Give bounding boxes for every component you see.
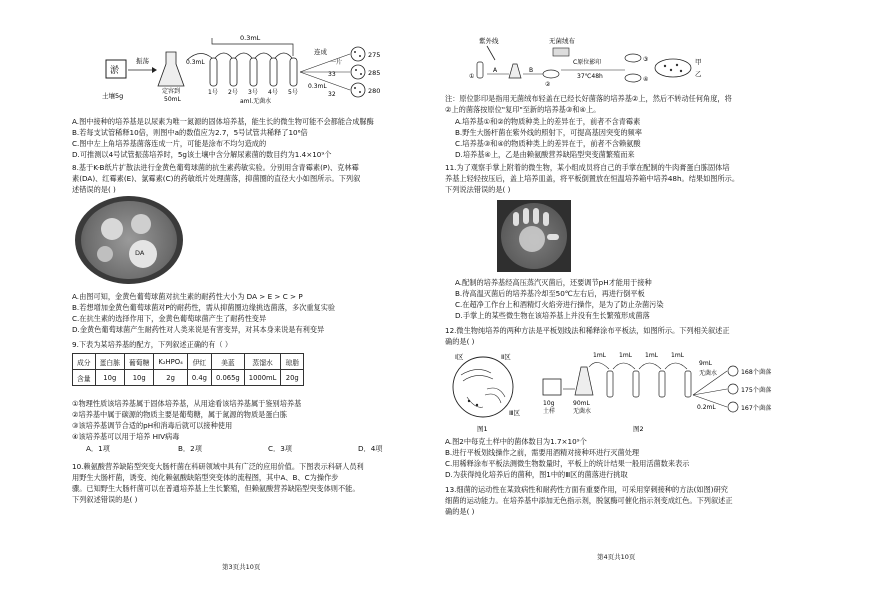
table-cell: 1000mL: [244, 370, 281, 386]
plate-count-285: 285: [368, 69, 381, 77]
plate-3: [351, 83, 365, 97]
table-cell: 20g: [281, 370, 304, 386]
plate-4-icon: [625, 74, 641, 82]
q7-option-b: B.若每支试管稀释10倍，则图中a的数值应为2.7，5号试管共稀释了10⁶倍: [72, 128, 308, 137]
plate-1: [351, 47, 365, 61]
table-cell: 葡萄糖: [124, 354, 153, 370]
q10-option-d: D.培养基④上，乙是由赖氨酸营养缺陷型突变菌繁殖而来: [455, 150, 635, 159]
q11-option-b: B.待高温灭菌后的培养基冷却至50℃左右后，再进行倒平板: [455, 289, 645, 298]
plate-label-da: DA: [135, 249, 145, 257]
vol-flask-label: 0.3mL: [186, 59, 205, 66]
tube1-label: 1号: [208, 89, 218, 96]
q9-item-2: ②培养基中属于碳源的物质主要是葡萄糖，属于氮源的物质是蛋白胨: [72, 410, 287, 419]
tube-water-label: 无菌水: [699, 370, 718, 377]
q7-option-d: D.可推测以4号试管振荡培养时，5g该土壤中含分解尿素菌的数目约为1.4×10⁹个: [72, 150, 332, 159]
dilution-tubes: [589, 362, 691, 397]
zone-3-label: Ⅲ区: [509, 409, 520, 417]
fig1-caption: 图1: [477, 425, 488, 433]
zone-1-label: Ⅰ区: [455, 353, 464, 361]
q12-option-b: B.进行平板划线操作之前，需要用酒精对接种环进行灭菌处理: [445, 448, 640, 457]
q9-choice-b: B．2项: [178, 444, 202, 453]
colony-count-175: 175个菌落: [741, 387, 772, 394]
velvet-label: 无菌绒布: [549, 37, 575, 45]
step-c-label: C原位影印: [573, 59, 602, 66]
table-row: [73, 354, 304, 370]
q12-option-d: D.为获得纯化培养后的菌种，图1中的Ⅲ区的菌落进行挑取: [445, 470, 628, 479]
flask-vol-label: 50mL: [164, 96, 181, 103]
q8-option-c: C.在抗生素的选择作用下，金黄色葡萄球菌产生了耐药性变异: [72, 314, 267, 323]
transfer-1ml-3: 1mL: [645, 352, 659, 359]
q7-option-a: A.图中接种的培养基是以尿素为唯一氮源的固体培养基，能生长的微生物可能不会都能合成脲酶: [72, 117, 374, 126]
plate-3-icon: [625, 54, 641, 62]
q10-option-b: B.野生大肠杆菌在紫外线的照射下，可提高基因突变的频率: [455, 128, 642, 137]
plate-count-275: 275: [368, 51, 381, 59]
piece-label: 一片: [330, 59, 343, 66]
plate-a: [728, 366, 738, 376]
plate-c: [728, 402, 738, 412]
q12-stem-1: 12.微生物纯培养的两种方法是平板划线法和稀释涂布平板法，如图所示。下列相关叙述正: [445, 326, 730, 335]
page-3: [70, 0, 475, 615]
q8-stem-3: 述错误的是( ): [72, 185, 116, 194]
soil-mass-label: 10g: [543, 400, 555, 407]
shake-label: 振荡: [136, 57, 149, 65]
plate-2: [351, 65, 365, 79]
table-cell: 0.065g: [211, 370, 244, 386]
inhibition-zone-c: [97, 246, 113, 262]
zone-2-label: Ⅱ区: [501, 353, 511, 361]
velvet-icon: [553, 48, 569, 56]
soil-beaker-icon: [543, 379, 561, 395]
antibiotic-plate-photo: [75, 196, 183, 284]
tube5-label: 5号: [288, 89, 298, 96]
tube2-label: 2号: [228, 89, 238, 96]
colony-count-168: 168个菌落: [741, 369, 772, 376]
purification-figure: [447, 349, 817, 435]
connect-label: 连成: [314, 48, 327, 56]
q11-stem-2: 养基上轻轻按压后，盖上培养皿盖，将平板倒置放在恒温培养箱中培养48h。结果如图所示。: [445, 174, 740, 183]
flask-fix-label: 定容到: [162, 88, 181, 95]
q9-item-4: ④该培养基可以用于培养 HIV病毒: [72, 432, 180, 441]
table-cell: 10g: [124, 370, 153, 386]
spread-volume-label: 0.2mL: [697, 404, 716, 411]
handprint-plate-photo: [497, 200, 571, 272]
table-cell: 蒸馏水: [244, 354, 281, 370]
q13-stem-3: 确的是( ): [445, 507, 475, 516]
table-row: [73, 370, 304, 386]
uv-label: 紫外线: [479, 37, 499, 45]
fig2-caption: 图2: [633, 425, 644, 433]
q8-option-d: D.金黄色葡萄球菌产生耐药性对人类来说是有害变异，对其本身来说是有利变异: [72, 325, 325, 334]
page-4: [445, 0, 850, 615]
tube3-label: 3号: [248, 89, 258, 96]
flask-icon: [509, 64, 521, 78]
plate-count-280: 280: [368, 87, 381, 95]
flask-icon: [575, 367, 593, 395]
recipe-table: [72, 353, 304, 386]
step-b-label: B: [529, 67, 534, 74]
table-cell: 2g: [154, 370, 187, 386]
q11-stem-3: 下列说法错误的是( ): [445, 185, 511, 194]
q9-item-1: ①物理性质该培养基属于固体培养基，从用途看该培养基属于鉴别培养基: [72, 399, 302, 408]
incubate-label: 37℃48h: [577, 73, 603, 80]
q10-stem-1: 10.赖氨酸营养缺陷型突变大肠杆菌在科研领域中具有广泛的应用价值。下图表示科研人员利: [72, 462, 364, 471]
uv-lamp-icon: [487, 46, 495, 60]
table-cell: 蛋白胨: [95, 354, 124, 370]
table-cell: 伊红: [187, 354, 211, 370]
q8-stem-1: 8.基于K-B纸片扩散法进行金黄色葡萄球菌的抗生素药敏实验。分别用含青霉素(P)、克林霉: [72, 163, 359, 172]
plate-b: [728, 384, 738, 394]
q9-choice-c: C．3项: [268, 444, 292, 453]
page-number: 第4页共10页: [597, 553, 636, 561]
colony-jia-label: 甲: [695, 58, 702, 66]
q10-note-2: ②上的菌落按原位"复印"至新的培养基③和④上。: [445, 105, 601, 114]
q11-option-d: D.手掌上的某些微生物在该培养基上并没有生长繁殖形成菌落: [455, 311, 650, 320]
table-cell: K₂HPO₄: [154, 354, 187, 370]
q10-stem-4: 下列叙述错误的是( ): [72, 495, 138, 504]
plate-num-4: ④: [643, 76, 649, 83]
vol-top-label: 0.3mL: [240, 34, 261, 42]
transfer-1ml-2: 1mL: [619, 352, 633, 359]
streak-plate: [453, 357, 513, 417]
inhibition-zone-p: [101, 218, 123, 240]
table-cell: 美蓝: [211, 354, 244, 370]
transfer-1ml-1: 1mL: [593, 352, 607, 359]
soil-label: 土壤5g: [102, 92, 124, 100]
q9-choice-d: D．4项: [358, 444, 383, 453]
tube-num-1: ①: [469, 73, 475, 80]
q10-option-c: C.培养基③和④的物质种类上的差异在于，前者不含赖氨酸: [455, 139, 641, 148]
flask-icon: [158, 52, 184, 86]
tube4-label: 4号: [268, 89, 278, 96]
step-a-label: A: [493, 67, 498, 74]
page-number: 第3页共10页: [222, 563, 261, 571]
q11-stem-1: 11.为了观察手掌上附着的微生物，某小组成员将自己的手掌在配制的牛肉膏蛋白胨固体培: [445, 163, 730, 172]
inhibition-zone-e: [131, 214, 151, 234]
colony-yi-label: 乙: [695, 70, 702, 78]
count-33: 33: [328, 71, 336, 78]
q13-stem-1: 13.细菌的运动性在某致病性和耐药性方面有重要作用，可采用穿刺接种的方法(如图)研究: [445, 485, 728, 494]
plate-2-icon: [543, 70, 559, 78]
q8-option-b: B.若想增加金黄色葡萄球菌对P的耐药性，需从抑菌圈边缘挑选菌落，多次重复实验: [72, 303, 336, 312]
table-cell: 10g: [95, 370, 124, 386]
table-cell: 成分: [73, 354, 96, 370]
plate-num-2: ②: [545, 81, 551, 86]
table-cell: 琼脂: [281, 354, 304, 370]
q9-item-3: ③该培养基调节合适的pH和消毒后就可以接种使用: [72, 421, 233, 430]
count-32: 32: [328, 91, 336, 98]
q11-option-a: A.配制的培养基经高压蒸汽灭菌后，还要调节pH才能用于接种: [455, 278, 652, 287]
dilution-figure: [100, 30, 410, 105]
colony-count-167: 167个菌落: [741, 405, 772, 412]
q12-option-a: A.图2中每克土样中的菌体数目为1.7×10⁹个: [445, 437, 587, 446]
table-cell: 0.4g: [187, 370, 211, 386]
table-cell: 含量: [73, 370, 96, 386]
q12-stem-2: 确的是( ): [445, 337, 475, 346]
replica-plating-figure: [465, 34, 715, 86]
soil-sample-label: 土样: [543, 408, 556, 415]
box-label: 淤: [110, 66, 120, 76]
q8-stem-2: 素(DA)、红霉素(E)、氯霉素(C)的药敏纸片处理菌落，抑菌圈的直径大小如图所示。下列叙: [72, 174, 361, 183]
q10-option-a: A.培养基①和②的物质种类上的差异在于，前者不含青霉素: [455, 117, 641, 126]
vol-bottom-label: 0.3mL: [308, 83, 327, 90]
q12-option-c: C.用稀释涂布平板法测微生物数量时，平板上的统计结果一般用活菌数来表示: [445, 459, 690, 468]
q9-stem: 9.下表为某培养基的配方，下列叙述正确的有（ ）: [72, 340, 233, 349]
q10-note-1: 注：原位影印是指用无菌绒布轻盖在已经长好菌落的培养基②上，然后不转动任何角度，将: [445, 94, 732, 103]
sterile-water-label: 无菌水: [573, 408, 592, 415]
aml-label: aml.无菌水: [240, 98, 272, 105]
water-volume-label: 90mL: [573, 400, 590, 407]
q11-option-c: C.在超净工作台上和酒精灯火焰旁进行操作，是为了防止杂菌污染: [455, 300, 664, 309]
transfer-1ml-4: 1mL: [671, 352, 685, 359]
q10-stem-3: 骤。已知野生大肠杆菌可以在普通培养基上生长繁殖，但赖氨酸营养缺陷型突变体则不能。: [72, 484, 360, 493]
q7-option-c: C.图中左上角培养基菌落连成一片，可能是涂布不均匀造成的: [72, 139, 267, 148]
q8-option-a: A.由图可知，金黄色葡萄球菌对抗生素的耐药性大小为 DA > E > C > P: [72, 292, 303, 301]
tube-water-volume: 9mL: [699, 360, 713, 367]
q9-choice-a: A．1项: [86, 444, 110, 453]
result-plate-icon: [655, 59, 691, 77]
plate-num-3: ③: [643, 56, 649, 63]
q10-stem-2: 用野生大肠杆菌，诱变、纯化赖氨酸缺陷型突变体的流程图，其中A、B、C为操作步: [72, 473, 339, 482]
q13-stem-2: 细菌的运动能力。在培养基中添加无色指示剂，脱氢酶可催化指示剂变成红色。下列叙述正: [445, 496, 733, 505]
